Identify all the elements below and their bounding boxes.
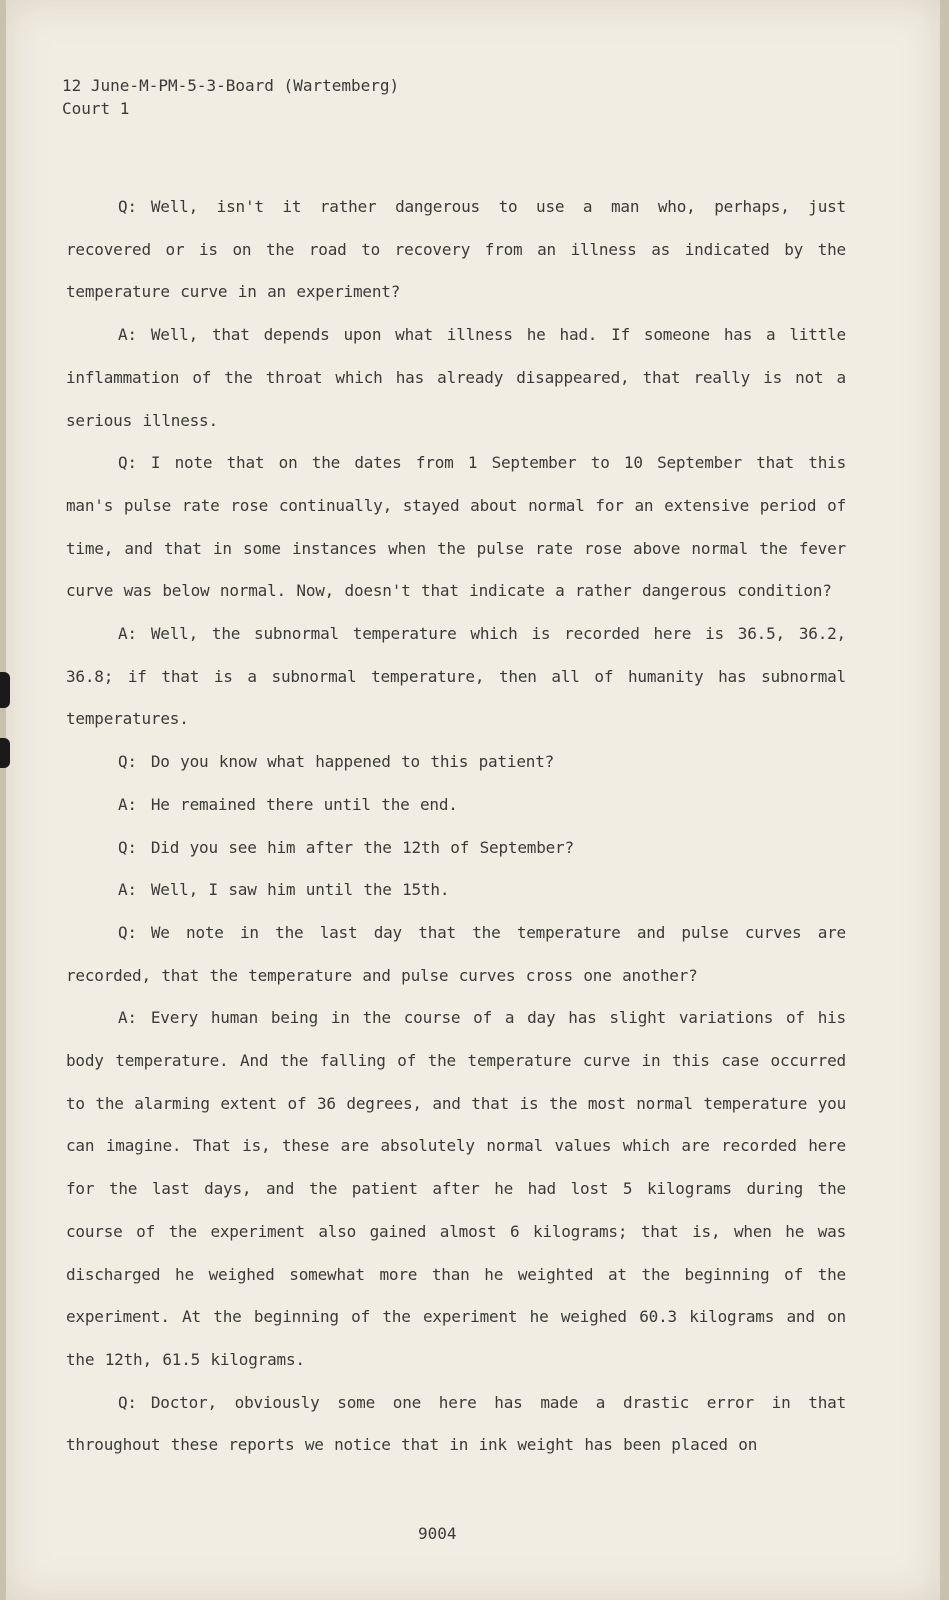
transcript-paragraph (66, 442, 846, 613)
transcript-paragraph (66, 186, 846, 314)
paragraph-text: I note that on the dates from 1 September to 10 September that this man's pulse rate rose continually, stayed about normal for an extensive period of time, and that in some instances when the pulse rate rose above normal the fever curve was below normal. Now, doesn't that indicate a rather dangerous condition? (66, 453, 846, 601)
transcript-paragraph (66, 997, 846, 1381)
page-number: 9004 (418, 1524, 457, 1543)
transcript-paragraph (66, 784, 846, 827)
document-header (62, 74, 399, 120)
header-reference: 12 June-M-PM-5-3-Board (Wartemberg) (62, 76, 400, 95)
transcript-paragraph (66, 314, 846, 442)
paragraph-text: Well, the subnormal temperature which is recorded here is 36.5, 36.2, 36.8; if that is a subnormal temperature, then all of humanity has subnormal temperatures. (66, 624, 846, 729)
transcript-paragraph (66, 869, 846, 912)
paragraph-text: Every human being in the course of a day has slight variations of his body temperature. And the falling of the temperature curve in this case occurred to the alarming extent of 36 degrees, and that is the most normal temperature you can imagine. That is, these are absolutely normal values which are recorded here for the last days, and the patient after he had lost 5 kilograms during the course of the experiment also gained almost 6 kilograms; that is, when he was discharged he weighed somewhat more than he weighted at the beginning of the experiment. At the beginning of the experiment he weighed 60.3 kilograms and on the 12th, 61.5 kilograms. (66, 1008, 846, 1369)
transcript-paragraph (66, 912, 846, 997)
transcript-paragraph (66, 741, 846, 784)
transcript-paragraph (66, 613, 846, 741)
paragraph-text: Doctor, obviously some one here has made a drastic error in that throughout these reports we notice that in ink weight has been placed on (66, 1392, 846, 1455)
paragraph-text: Do you know what happened to this patient? (150, 752, 555, 772)
speaker-label: Q: (118, 197, 137, 216)
binder-hole (0, 738, 10, 768)
document-page (6, 0, 940, 1600)
paragraph-text: We note in the last day that the temperature and pulse curves are recorded, that the temperature and pulse curves cross one another? (66, 922, 846, 985)
paragraph-text: He remained there until the end. (150, 794, 458, 814)
speaker-label: Q: (118, 453, 137, 473)
speaker-label: A: (118, 624, 137, 644)
speaker-label: A: (118, 1008, 137, 1028)
speaker-label: Q: (118, 752, 137, 772)
binder-hole (0, 672, 10, 708)
speaker-label: A: (118, 794, 137, 814)
transcript-paragraph (66, 1382, 846, 1467)
header-court: Court 1 (62, 99, 130, 118)
paragraph-text: Did you see him after the 12th of September? (150, 837, 574, 857)
speaker-label: Q: (118, 1392, 137, 1412)
paragraph-text: Well, I saw him until the 15th. (150, 880, 450, 900)
transcript-paragraph (66, 827, 846, 870)
speaker-label: A: (118, 880, 137, 900)
paragraph-text: Well, that depends upon what illness he had. If someone has a little inflammation of the throat which has already disappeared, that really is not a serious illness. (66, 325, 846, 430)
paragraph-text: Well, isn't it rather dangerous to use a man who, perhaps, just recovered or is on the road to recovery from an illness as indicated by the temperature curve in an experiment? (66, 197, 846, 302)
speaker-label: Q: (118, 922, 137, 942)
speaker-label: Q: (118, 837, 137, 857)
speaker-label: A: (118, 325, 137, 345)
transcript-body (66, 186, 846, 1467)
